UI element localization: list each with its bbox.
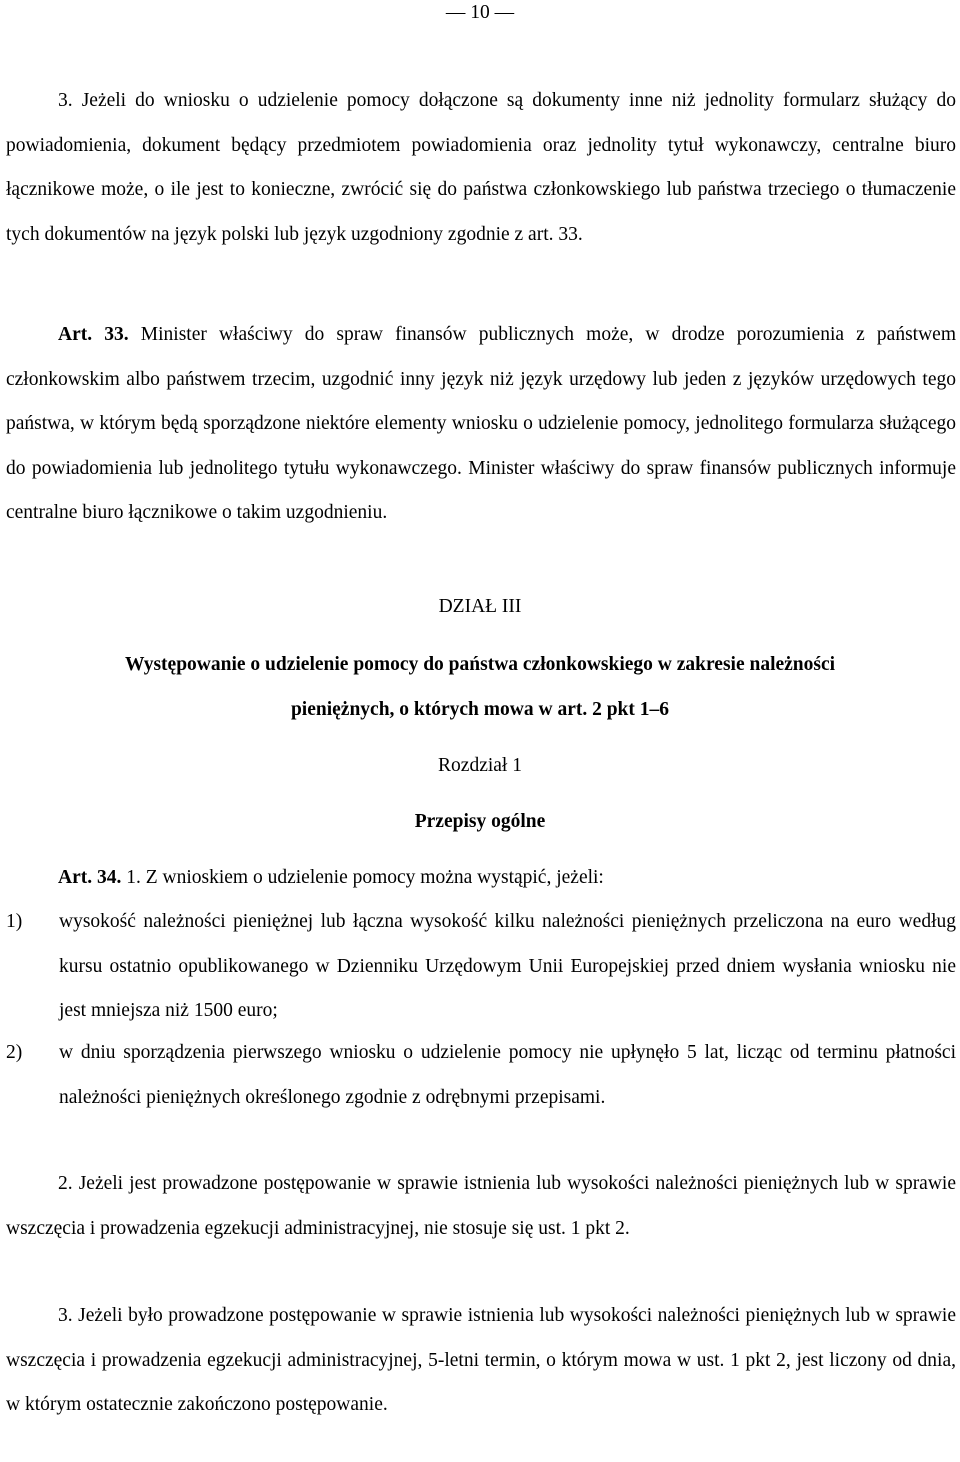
article-label-34: Art. 34. [58, 867, 122, 888]
chapter-heading: Rozdział 1 [438, 755, 522, 776]
page-number: — 10 — [445, 2, 515, 23]
paragraph-art34-ust3: 3. Jeżeli było prowadzone postępowanie w sprawie istnienia lub wysokości należności pieniężnych lub w sprawie wszczęcia i prowadzenia egzekucji administracyjnej, 5-letni termin, o którym mowa w ust. 1 pkt 2, jest liczony od dnia, w którym ostatecznie zakończono postępowanie. [6, 1305, 956, 1415]
paragraph-art33 [6, 313, 956, 536]
paragraph-art32-ust3: 3. Jeżeli do wniosku o udzielenie pomocy dołączone są dokumenty inne niż jednolity formularz służący do powiadomienia, dokument będący przedmiotem powiadomienia oraz jednolity tytuł wykonawczy, centralne biuro łącznikowe może, o ile jest to konieczne, zwrócić się do państwa członkowskiego lub państwa trzeciego o tłumaczenie tych dokumentów na język polski lub język uzgodniony zgodnie z art. 33. [6, 90, 956, 245]
list-item-text: wysokość należności pieniężnej lub łączna wysokość kilku należności pieniężnych przeliczona na euro według kursu ostatnio opublikowanego w Dzienniku Urzędowym Unii Europejskiej przed dniem wysłania wniosku nie jest mniejsza niż 1500 euro; [59, 911, 956, 1021]
article-intro-34: 1. Z wnioskiem o udzielenie pomocy można wystąpić, jeżeli: [126, 867, 604, 888]
list-item-number: 2) [6, 1042, 23, 1063]
chapter-title: Przepisy ogólne [414, 811, 546, 832]
paragraph-art34-ust2: 2. Jeżeli jest prowadzone postępowanie w sprawie istnienia lub wysokości należności pieniężnych lub w sprawie wszczęcia i prowadzenia egzekucji administracyjnej, nie stosuje się ust. 1 pkt 2. [6, 1173, 956, 1239]
article-label-33: Art. 33. [58, 324, 129, 345]
section-heading: DZIAŁ III [438, 596, 522, 617]
article-text-33: Minister właściwy do spraw finansów publicznych może, w drodze porozumienia z państwem członkowskim albo państwem trzecim, uzgodnić inny język niż język urzędowy lub jeden z języków urzędowych tego państwa, w którym będą sporządzone niektóre elementy wniosku o udzielenie pomocy, jednolitego formularza służącego do powiadomienia lub jednolitego tytułu wykonawczego. Minister właściwy do spraw finansów publicznych informuje centralne biuro łącznikowe o takim uzgodnieniu. [6, 324, 957, 523]
paragraph-art34-intro [6, 856, 956, 901]
list-item-text: w dniu sporządzenia pierwszego wniosku o udzielenie pomocy nie upłynęło 5 lat, licząc od terminu płatności należności pieniężnych określonego zgodnie z odrębnymi przepisami. [59, 1042, 956, 1108]
list-item-number: 1) [6, 911, 23, 932]
section-title-line2: pieniężnych, o których mowa w art. 2 pkt 1–6 [290, 699, 670, 720]
section-title-line1: Występowanie o udzielenie pomocy do państwa członkowskiego w zakresie należności [124, 654, 836, 675]
